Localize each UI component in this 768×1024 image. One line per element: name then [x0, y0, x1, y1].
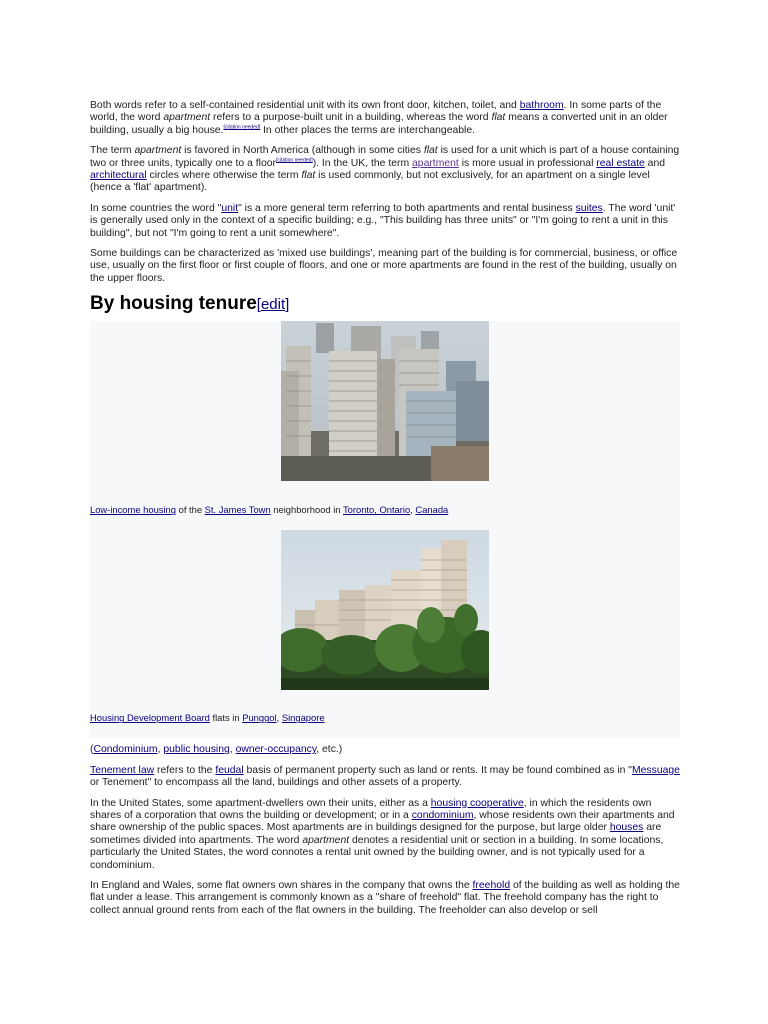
link-tenement-law[interactable]: Tenement law: [90, 764, 155, 776]
text: ,: [276, 712, 282, 724]
link-freehold[interactable]: freehold: [472, 879, 511, 891]
citation-needed-link[interactable]: [citation needed]: [223, 124, 261, 131]
text: refers to a purpose-built unit in a building, whereas the word: [210, 112, 492, 124]
text: ,: [157, 744, 164, 756]
link-condominium[interactable]: condominium: [411, 809, 474, 821]
emphasis-apartment: apartment: [134, 145, 182, 157]
text: . The word 'unit' is generally used only in the context of a specific building; e.g., "This building has three units" or "I'm going to rent a unit in this building", but not "I'm going to rent a unit somewhere".: [90, 202, 676, 239]
text: basis of permanent property such as land or rents. It may be found combined as in ": [243, 764, 632, 776]
emphasis-flat: flat: [491, 112, 506, 124]
text: is used for a unit which is part of a house containing two or three units, typically one to a floor: [90, 145, 680, 169]
text: refers to the: [154, 764, 216, 776]
text: , etc.): [316, 744, 343, 756]
link-owner-occupancy[interactable]: owner-occupancy: [235, 744, 317, 756]
intro-paragraph-2: [90, 145, 680, 195]
singapore-photo-illustration: [281, 530, 489, 690]
photo-toronto-highrises[interactable]: [281, 321, 489, 481]
article-body: [90, 100, 680, 925]
emphasis-apartment: apartment: [163, 112, 211, 124]
text: is more usual in professional: [458, 157, 597, 169]
link-real-estate[interactable]: real estate: [596, 157, 645, 169]
link-suites[interactable]: suites: [575, 202, 603, 214]
text: (: [90, 744, 94, 756]
toronto-photo-illustration: [281, 321, 489, 481]
link-low-income-housing[interactable]: Low-income housing: [90, 504, 176, 516]
edit-section: [257, 296, 290, 313]
link-canada[interactable]: Canada: [415, 504, 449, 516]
link-architectural[interactable]: architectural: [90, 170, 147, 182]
intro-paragraph-1: [90, 100, 680, 137]
link-houses[interactable]: houses: [609, 822, 644, 834]
text: means a converted unit in an older building, usually a big house.: [90, 112, 668, 136]
text: In other places the terms are interchangeable.: [260, 124, 476, 136]
text: of the building as well as holding the flat under a lease. This arrangement is commonly known as a "share of freehold" flat. The freehold company has the right to collect annual ground rents from each of the flat owners in the building. The freeholder can also develop or sell: [90, 879, 680, 916]
link-condominium[interactable]: Condominium: [93, 744, 158, 756]
text: " is a more general term referring to both apartments and rental business: [238, 202, 576, 214]
text: or Tenement" to encompass all the land, buildings and other assets of a property.: [90, 777, 462, 789]
image-gallery: [90, 321, 680, 738]
section-heading: [90, 293, 680, 316]
link-housing-cooperative[interactable]: housing cooperative: [430, 797, 524, 809]
text: flats in: [209, 712, 243, 724]
link-punggol[interactable]: Punggol: [242, 712, 277, 724]
tenure-paragraph-3: [90, 880, 680, 917]
tenure-types: [90, 744, 680, 756]
bracket: ]: [285, 296, 290, 314]
text: are sometimes divided into apartments. The word: [90, 822, 662, 846]
link-housing-development-board[interactable]: Housing Development Board: [90, 712, 210, 724]
text: neighborhood in: [270, 504, 343, 516]
text: is used commonly, but not exclusively, for an apartment on a single level (hence a 'flat' apartment).: [90, 170, 650, 194]
text: In England and Wales, some flat owners own shares in the company that owns the: [90, 879, 473, 891]
link-unit[interactable]: unit: [221, 202, 239, 214]
text: ,: [229, 744, 236, 756]
text: of the: [176, 504, 205, 516]
text: ). In the UK, the term: [312, 157, 413, 169]
text: , whose residents own their apartments and share ownership of the public spaces. Most apartments are in buildings designed for the purpose, but large older: [90, 809, 675, 834]
bracket: [: [256, 296, 261, 314]
tenure-paragraph-1: [90, 765, 680, 790]
section-heading-text: By housing tenure: [90, 293, 257, 315]
link-bathroom[interactable]: bathroom: [519, 100, 564, 111]
photo-singapore-flats[interactable]: [281, 530, 489, 690]
text: ,: [410, 504, 416, 516]
text: is favored in North America (although in some cities: [181, 145, 424, 157]
tenure-paragraph-2: [90, 798, 680, 872]
link-apartment[interactable]: apartment: [412, 157, 459, 169]
text: In the United States, some apartment-dwellers own their units, either as a: [90, 797, 431, 809]
link-public-housing[interactable]: public housing: [163, 744, 230, 756]
citation-needed-link[interactable]: [citation needed]: [275, 157, 313, 164]
text: The term: [90, 145, 135, 157]
link-messuage[interactable]: Messuage: [632, 764, 680, 776]
emphasis-flat: flat: [301, 170, 316, 182]
emphasis-flat: flat: [423, 145, 438, 157]
text: denotes a residential unit or section in a building. In some locations, particularly the United States, the word connotes a rental unit owned by the building owner, and is not typically used for a condominium.: [90, 834, 664, 871]
text: In some countries the word ": [90, 202, 222, 214]
intro-paragraph-3: [90, 203, 680, 240]
intro-paragraph-4: Some buildings can be characterized as 'mixed use buildings', meaning part of the building is for commercial, business, or office use, usually on the first floor or first couple of floors, and one or more apartments are found in the rest of the building, usually on the upper floors.: [90, 248, 678, 284]
link-singapore[interactable]: Singapore: [281, 712, 325, 724]
text: and: [644, 157, 666, 169]
link-st-james-town[interactable]: St. James Town: [204, 504, 271, 516]
caption-toronto: [90, 504, 448, 515]
text: Both words refer to a self-contained residential unit with its own front door, kitchen, toilet, and: [90, 100, 520, 111]
edit-link[interactable]: edit: [260, 296, 286, 314]
text: circles where otherwise the term: [146, 170, 302, 182]
caption-singapore: [90, 712, 325, 723]
text: , in which the residents own shares of a corporation that owns the building or development; or in a: [90, 797, 652, 821]
link-feudal[interactable]: feudal: [215, 764, 244, 776]
link-toronto-ontario[interactable]: Toronto, Ontario: [342, 504, 411, 516]
emphasis-apartment: apartment: [302, 834, 350, 846]
text: . In some parts of the world, the word: [90, 100, 662, 124]
